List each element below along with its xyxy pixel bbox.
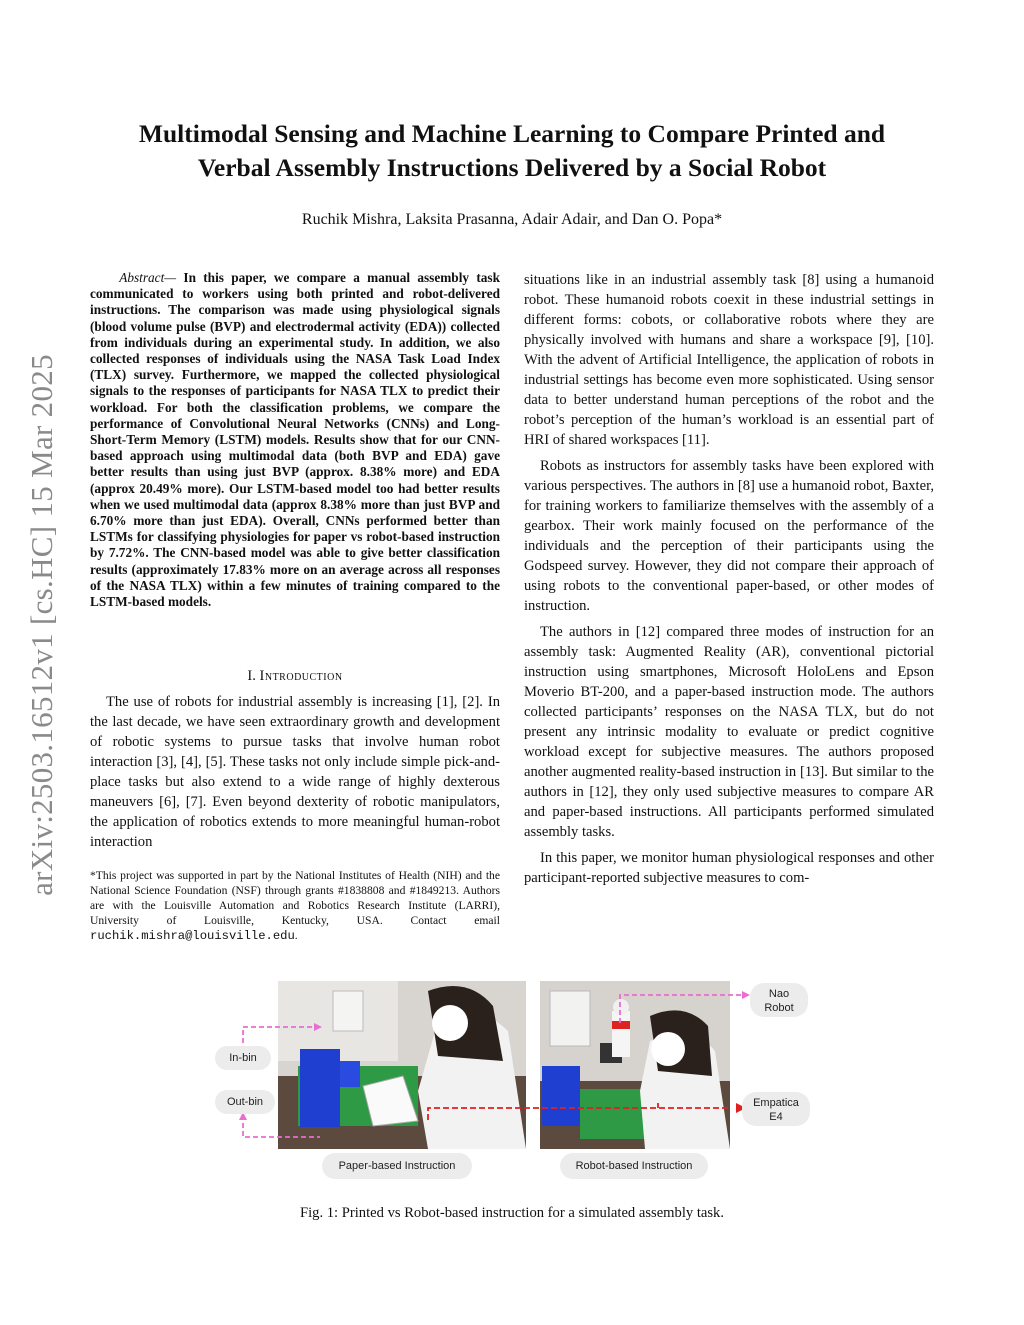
intro-right-column xyxy=(524,270,934,888)
intro-paragraph-2: situations like in an industrial assembly task [8] using a humanoid robot. These humanoid robots coexit in these industrial settings in different forms: cobots, or collaborative robots where they are physically involved with humans and share a workspace [9], [10]. With the advent of Artificial Intelligence, the application of robots in industrial settings has become even more sophisticated. Using sensor data to better understand human perceptions of the robot and the robot’s perception of the human’s workload is an essential part of HRI of shared workspaces [11]. xyxy=(524,272,934,448)
robot-based-label: Robot-based Instruction xyxy=(560,1153,708,1179)
section-heading xyxy=(90,668,500,685)
intro-paragraph-3: Robots as instructors for assembly tasks have been explored with various perspectives. The authors in [8] use a humanoid robot, Baxter, for training workers to familiarize themselves with the assembly of a gearbox. Their work mainly focused on the performance of the individuals and the perception of their participants using the Godspeed survey. However, they did not compare their approach of using robots to the conventional paper-based, or other modes of instruction. xyxy=(524,458,934,614)
out-bin-label: Out-bin xyxy=(215,1090,275,1114)
title-line-2: Verbal Assembly Instructions Delivered by a Social Robot xyxy=(197,153,827,182)
in-bin-label: In-bin xyxy=(215,1046,271,1070)
intro-paragraph-4: The authors in [12] compared three modes of instruction for an assembly task: Augmented Reality (AR), conventional pictorial instruction using smartphones, Microsoft HoloLens and Epson Moverio BT-200, and a paper-based instruction mode. The authors collected participants’ responses on the NASA TLX, but do not present any intrinsic modality to evaluate or predict cognitive workload except for subjective measures. The authors proposed another augmented reality-based instruction in [13]. But similar to the authors in [12], they only used subjective measures to compare AR and paper-based instructions. All participants performed simulated assembly tasks. xyxy=(524,624,934,840)
title-line-1: Multimodal Sensing and Machine Learning to Compare Printed and xyxy=(138,119,886,148)
empatica-e4-label: Empatica E4 xyxy=(742,1092,810,1126)
section-number: I. xyxy=(247,668,256,684)
paper-title xyxy=(80,117,944,185)
figure-caption: Fig. 1: Printed vs Robot-based instruction for a simulated assembly task. xyxy=(300,1205,724,1221)
annotation-arrows xyxy=(210,975,816,1195)
paper-based-label: Paper-based Instruction xyxy=(322,1153,472,1179)
arxiv-sidebar xyxy=(14,320,70,930)
figure-1 xyxy=(210,975,816,1195)
abstract-text: In this paper, we compare a manual assembly task communicated to workers using both printed and robot-delivered instructions. The comparison was made using physiological signals (blood volume pulse (BVP) and electrodermal activity (EDA)) collected from individuals during an experimental study. In addition, we also collected responses of individuals using the NASA Task Load Index (TLX) survey. Furthermore, we mapped the collected physiological signals to the responses of participants for NASA TLX to predict their workload. For both the classification problems, we compare the performance of Convolutional Neural Networks (CNNs) and Long-Short-Term Memory (LSTM) models. Results show that for our CNN-based approach using multimodal data (both BVP and EDA) gave better results than using just BVP (approx. 8.38% more) and EDA (approx 20.49% more). Our LSTM-based model too had better results when we used multimodal data (approx 8.38% more than just BVP and 6.70% more than just EDA). Overall, CNNs performed better than LSTMs for classifying physiologies for paper vs robot-based instruction by 7.72%. The CNN-based model was able to give better classification results (approximately 17.83% more on an average across all responses of the NASA TLX) within a few minutes of training compared to the LSTM-based models. xyxy=(90,270,500,610)
footnote-text: *This project was supported in part by the National Institutes of Health (NIH) and the National Science Foundation (NSF) through grants #1838808 and #1849213. Authors are with the Louisville Automation and Robotics Research Institute (LARRI), University of Louisville, Kentucky, USA. Contact email xyxy=(90,869,500,927)
intro-paragraph-1: The use of robots for industrial assembly is increasing [1], [2]. In the last decade, we have seen extraordinary growth and development of robotic systems to pursue tasks that involve human robot interaction [3], [4], [5]. These tasks not only include simple pick-and-place tasks but also extend to a wide range of highly dexterous maneuvers [6], [7]. Even beyond dexterity of robotic manipulators, the application of robotics extends to more meaningful human-robot interaction xyxy=(90,694,500,850)
abstract: Abstract— In this paper, we compare a manual assembly task communicated to workers using both printed and robot-delivered instructions. The comparison was made using physiological signals (blood volume pulse (BVP) and electrodermal activity (EDA)) collected from individuals during an experimental study. In addition, we also collected responses of individuals using the NASA Task Load Index (TLX) survey. Furthermore, we mapped the collected physiological signals to the responses of participants for NASA TLX to predict their workload. For both the classification problems, we compare the performance of Convolutional Neural Networks (CNNs) and Long-Short-Term Memory (LSTM) models. Results show that for our CNN-based approach using multimodal data (both BVP and EDA) gave better results than using just BVP (approx. 8.38% more) and EDA (approx 20.49% more). Our LSTM-based model too had better results when we used multimodal data (approx 8.38% more than just BVP and 6.70% more than just EDA). Overall, CNNs performed better than LSTMs for classifying physiologies for paper vs robot-based instruction by 7.72%. The CNN-based model was able to give better classification results (approximately 17.83% more on an average across all responses of the NASA TLX) within a few minutes of training compared to the LSTM-based models. xyxy=(90,270,500,610)
intro-paragraph-5: In this paper, we monitor human physiological responses and other participant-reported subjective measures to com- xyxy=(524,850,934,886)
nao-robot-label: Nao Robot xyxy=(750,983,808,1017)
contact-email[interactable]: ruchik.mishra@louisville.edu xyxy=(90,929,295,943)
footnote: *This project was supported in part by the National Institutes of Health (NIH) and the National Science Foundation (NSF) through grants #1838808 and #1849213. Authors are with the Louisville Automation and Robotics Research Institute (LARRI), University of Louisville, Kentucky, USA. Contact email ruchik.mishra@louisville.edu. xyxy=(90,869,500,943)
abstract-label: Abstract xyxy=(119,270,165,285)
arxiv-id: arXiv:2503.16512v1 [cs.HC] 15 Mar 2025 xyxy=(24,354,59,896)
section-title: Introduction xyxy=(259,668,343,684)
authors: Ruchik Mishra, Laksita Prasanna, Adair Adair, and Dan O. Popa* xyxy=(301,211,723,228)
intro-left-column xyxy=(90,692,500,852)
